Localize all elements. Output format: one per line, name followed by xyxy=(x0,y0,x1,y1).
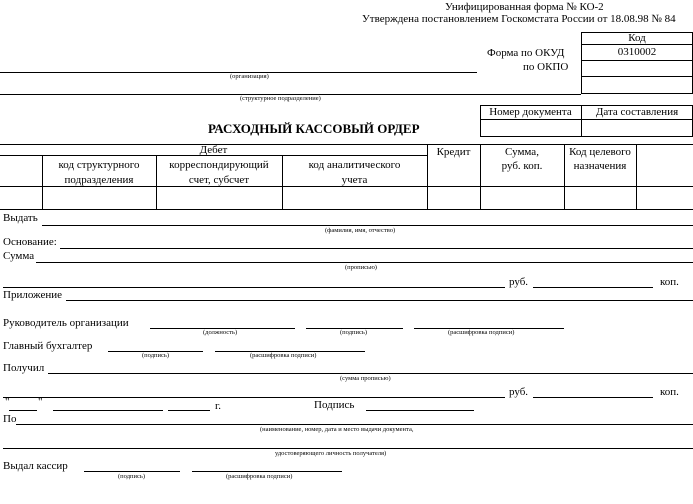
code-box-divider xyxy=(581,76,693,77)
table-border xyxy=(0,186,693,187)
sum-words-caption: (сумма прописью) xyxy=(340,375,391,382)
received-label: Получил xyxy=(3,362,45,374)
page-title: РАСХОДНЫЙ КАССОВЫЙ ОРДЕР xyxy=(208,121,420,136)
sum-label: Сумма xyxy=(3,250,35,262)
doc-caption: удостоверяющего личность получателя) xyxy=(275,450,387,457)
id-document-input-2[interactable] xyxy=(3,448,693,449)
organization-caption: (организация) xyxy=(230,73,269,80)
col-corr-header: счет, субсчет xyxy=(188,174,250,186)
sum-words-input[interactable] xyxy=(36,262,693,263)
signature-label: Подпись xyxy=(314,399,355,411)
cashier-label: Выдал кассир xyxy=(3,460,68,472)
recipient-signature-input[interactable] xyxy=(366,410,474,411)
doc-date-label: Дата составления xyxy=(595,106,679,118)
chief-accountant-label: Главный бухгалтер xyxy=(3,340,93,352)
issue-label: Выдать xyxy=(3,212,38,224)
doc-number-input[interactable] xyxy=(481,120,580,136)
rub-label: руб. xyxy=(509,386,529,398)
id-document-input[interactable] xyxy=(16,424,693,425)
code-box-divider xyxy=(581,60,693,61)
received-rub-input[interactable] xyxy=(533,397,653,398)
col-struct-header: код структурного xyxy=(58,159,140,171)
doc-caption: (наименование, номер, дата и место выдачи документа, xyxy=(260,426,414,433)
sum-header: руб. коп. xyxy=(501,160,543,172)
credit-header: Кредит xyxy=(436,146,471,158)
col-analytic-header: учета xyxy=(341,174,368,186)
col-corr-header: корреспондирующий xyxy=(169,159,269,171)
basis-input[interactable] xyxy=(60,248,693,249)
decode-caption: (расшифровка подписи) xyxy=(448,329,515,336)
code-box-divider xyxy=(581,44,693,45)
received-sum-input[interactable] xyxy=(48,373,693,374)
year-label: г. xyxy=(215,400,222,412)
okud-label: Форма по ОКУД xyxy=(487,47,565,59)
code-header: Код xyxy=(628,32,646,44)
purpose-code-header: Код целевого xyxy=(569,146,631,158)
date-year-input[interactable] xyxy=(168,410,210,411)
cashier-decode-input[interactable] xyxy=(192,471,342,472)
fio-caption: (фамилия, имя, отчество) xyxy=(325,227,396,234)
position-caption: (должность) xyxy=(203,329,238,336)
date-day-input[interactable] xyxy=(9,410,37,411)
okud-value: 0310002 xyxy=(617,46,657,58)
issue-to-input[interactable] xyxy=(42,225,693,226)
by-label: По xyxy=(3,413,17,425)
basis-label: Основание: xyxy=(3,236,57,248)
attachment-input[interactable] xyxy=(66,300,693,301)
approval-note: Утверждена постановлением Госкомстата России от 18.08.98 № 84 xyxy=(362,13,676,25)
head-label: Руководитель организации xyxy=(3,317,129,329)
purpose-code-header: назначения xyxy=(573,160,627,172)
table-border xyxy=(0,209,693,210)
kop-label: коп. xyxy=(660,276,679,288)
date-month-input[interactable] xyxy=(53,410,163,411)
department-caption: (структурное подразделение) xyxy=(240,95,321,102)
col-analytic-header: код аналитического xyxy=(308,159,401,171)
debit-header: Дебет xyxy=(199,144,228,156)
signature-caption: (подпись) xyxy=(118,473,145,480)
signature-caption: (подпись) xyxy=(142,352,169,359)
sum-header: Сумма, xyxy=(505,146,539,158)
date-quote-close: " xyxy=(38,396,43,408)
words-caption: (прописью) xyxy=(345,264,377,271)
doc-date-input[interactable] xyxy=(582,120,692,136)
rub-label: руб. xyxy=(509,276,529,288)
doc-number-label: Номер документа xyxy=(489,106,572,118)
decode-caption: (расшифровка подписи) xyxy=(250,352,317,359)
attachment-label: Приложение xyxy=(3,289,63,301)
date-quote-open: " xyxy=(5,396,10,408)
kop-label: коп. xyxy=(660,386,679,398)
decode-caption: (расшифровка подписи) xyxy=(226,473,293,480)
okpo-label: по ОКПО xyxy=(523,61,569,73)
received-sum-input-2[interactable] xyxy=(3,397,505,398)
sum-rub-input[interactable] xyxy=(533,287,653,288)
cashier-signature-input[interactable] xyxy=(84,471,180,472)
sum-words-input-2[interactable] xyxy=(3,287,505,288)
signature-caption: (подпись) xyxy=(340,329,367,336)
table-border xyxy=(636,144,637,209)
col-struct-header: подразделения xyxy=(64,174,134,186)
form-name: Унифицированная форма № КО-2 xyxy=(445,1,604,13)
